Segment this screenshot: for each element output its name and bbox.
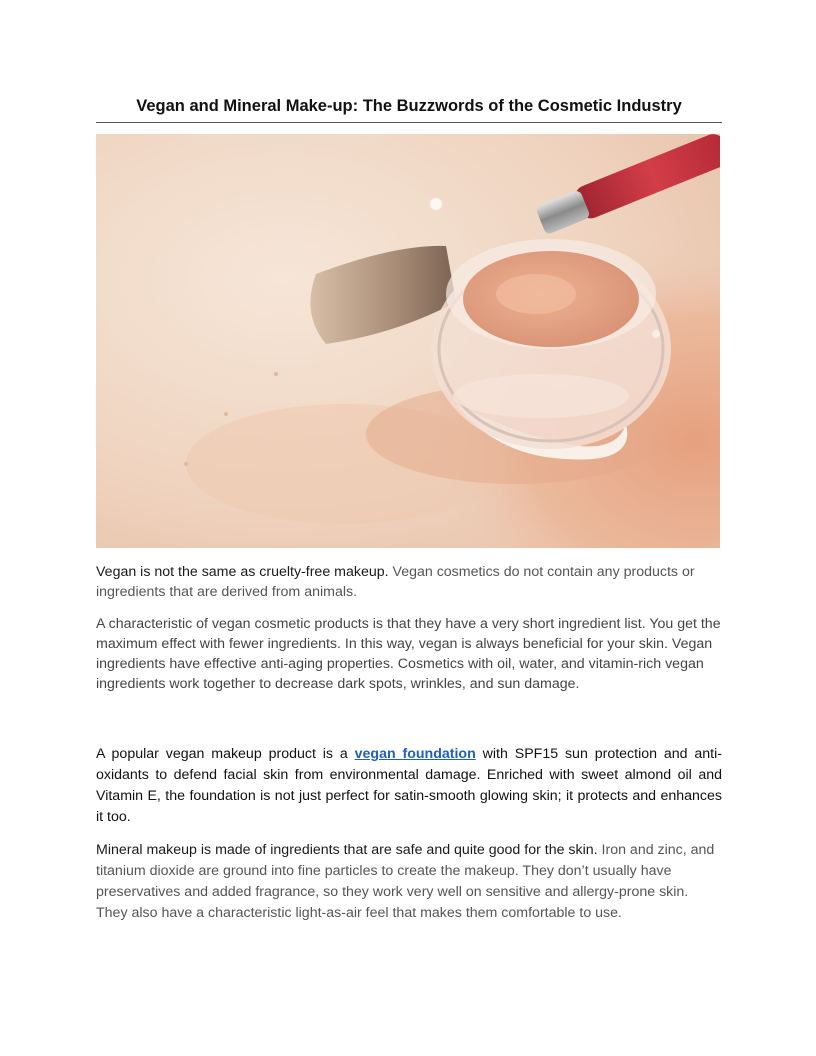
page-title: Vegan and Mineral Make-up: The Buzzwords of the Cosmetic Industry <box>136 97 682 115</box>
paragraph-vegan-characteristics: A characteristic of vegan cosmetic products is that they have a very short ingredient list. You get the maximum effect with fewer ingredients. In this way, vegan is always beneficial for your skin. Vegan ingredients have effective anti-aging properties. Cosmetics with oil, water, and vitamin-rich vegan ingredients work together to decrease dark spots, wrinkles, and sun damage. <box>96 616 721 692</box>
paragraph-mineral-makeup <box>96 840 722 924</box>
paragraph-body-text: Vegan cosmetics do not contain any products or ingredients that are derived from animals. <box>96 564 695 600</box>
paragraph-text-after-link: with SPF15 sun protection and anti-oxidants to defend facial skin from environmental damage. Enriched with sweet almond oil and Vitamin E, the foundation is not just perfect for satin-smooth glowing skin; it protects and enhances it too. <box>96 746 722 825</box>
paragraph-body-text: Iron and zinc, and titanium dioxide are ground into fine particles to create the makeup. They don’t usually have preservatives and added fragrance, so they work very well on sensitive and allergy-prone skin. They also have a characteristic light-as-air feel that makes them comfortable to use. <box>96 842 715 921</box>
paragraph-text-before-link: A popular vegan makeup product is a <box>96 746 355 762</box>
paragraph-vegan-definition <box>96 562 722 602</box>
vegan-foundation-link[interactable]: vegan foundation <box>354 746 476 762</box>
title-underline <box>96 122 722 123</box>
paragraph-lead-text: Vegan is not the same as cruelty-free makeup. <box>96 564 389 580</box>
makeup-brush-and-loose-powder-jar-image <box>96 134 720 548</box>
paragraph-vegan-foundation <box>96 744 722 828</box>
paragraph-lead-text: Mineral makeup is made of ingredients that are safe and quite good for the skin. <box>96 842 598 858</box>
